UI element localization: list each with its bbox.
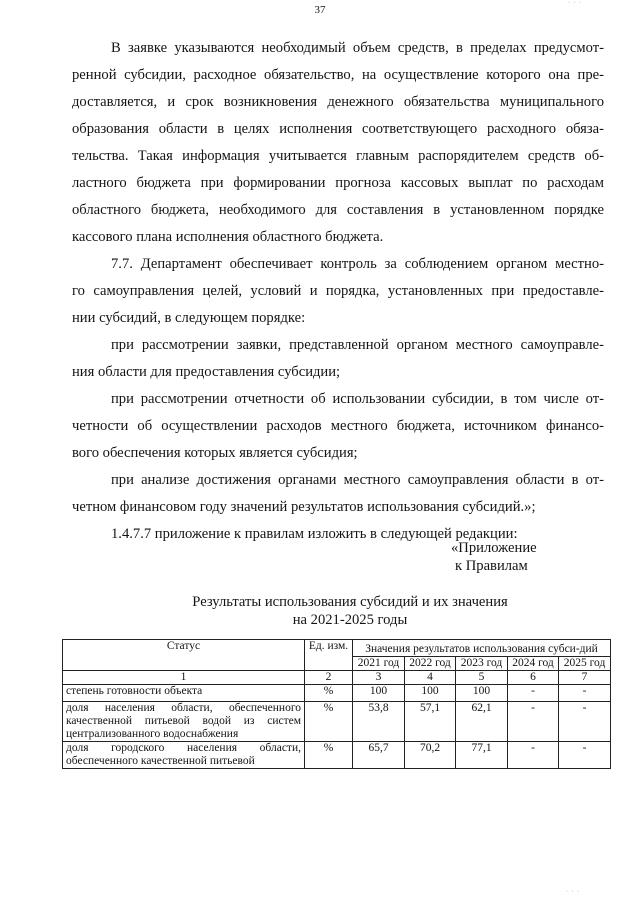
row-unit: % xyxy=(305,742,353,769)
header-year-2022: 2022 год xyxy=(405,657,456,671)
table-cell: 2 xyxy=(305,671,353,685)
text-line: ния области для предоставления субсидии; xyxy=(72,364,341,380)
row-value: 100 xyxy=(405,685,456,702)
text-line: при рассмотрении заявки, представленной органом местного самоуправле- xyxy=(111,337,604,353)
text-line: 7.7. Департамент обеспечивает контроль за соблюдением органом местно- xyxy=(111,256,604,272)
text-line: образования области в целях исполнения соответствующего расходного обяза- xyxy=(72,121,604,137)
row-value: 100 xyxy=(456,685,508,702)
text-line: при анализе достижения органами местного самоуправления области в от- xyxy=(111,472,604,488)
text-line: нии субсидий, в следующем порядке: xyxy=(72,310,306,326)
row-value: - xyxy=(559,685,611,702)
appendix-label xyxy=(451,539,537,575)
row-status: доля населения области, обеспеченного качественной питьевой водой из систем централизованного водоснабжения xyxy=(63,702,305,742)
row-value: 77,1 xyxy=(456,742,508,769)
header-year-2024: 2024 год xyxy=(508,657,559,671)
row-value: 70,2 xyxy=(405,742,456,769)
row-status: доля городского населения области, обеспеченного качественной питьевой xyxy=(63,742,305,769)
row-value: 57,1 xyxy=(405,702,456,742)
table-cell: 3 xyxy=(353,671,405,685)
text-line: четном финансовом году значений результатов использования субсидий.»; xyxy=(72,499,536,515)
table-row xyxy=(63,742,611,769)
row-value: - xyxy=(508,742,559,769)
table-subtitle: на 2021-2025 годы xyxy=(292,612,408,628)
scan-speck: · · · xyxy=(568,0,582,6)
row-value: 65,7 xyxy=(353,742,405,769)
text-line: ренной субсидии, расходное обязательство, на осуществление которого она пре- xyxy=(72,67,604,83)
table-cell: 1 xyxy=(63,671,305,685)
table-cell: 5 xyxy=(456,671,508,685)
row-value: 62,1 xyxy=(456,702,508,742)
header-year-2025: 2025 год xyxy=(559,657,611,671)
text-line: го самоуправления целей, условий и порядка, установленных при предоставле- xyxy=(72,283,604,299)
header-unit: Ед. изм. xyxy=(305,640,353,671)
row-value: 53,8 xyxy=(353,702,405,742)
appendix-label-line: «Приложение xyxy=(451,540,537,556)
row-value: 100 xyxy=(353,685,405,702)
table-title: Результаты использования субсидий и их значения xyxy=(192,594,508,610)
text-line: четности об осуществлении расходов местного бюджета, источником финансо- xyxy=(72,418,604,434)
paragraph-6: 1.4.7.7 приложение к правилам изложить в следующей редакции: xyxy=(111,526,518,542)
header-status: Статус xyxy=(63,640,305,671)
header-values-group: Значения результатов использования субси-дий xyxy=(353,640,611,657)
table-header-row xyxy=(63,640,611,657)
table-numbering-row xyxy=(63,671,611,685)
page-number: 37 xyxy=(314,4,326,16)
table-cell: 4 xyxy=(405,671,456,685)
text-line: кассового плана исполнения областного бюджета. xyxy=(72,229,384,245)
text-line: тельства. Такая информация учитывается главным распорядителем средств об- xyxy=(72,148,604,164)
text-line: при рассмотрении отчетности об использовании субсидии, в том числе от- xyxy=(111,391,604,407)
table-cell: 7 xyxy=(559,671,611,685)
text-line: областного бюджета, необходимого для составления в установленном порядке xyxy=(72,202,604,218)
text-line: доставляется, и срок возникновения денежного обязательства муниципального xyxy=(72,94,604,110)
results-table xyxy=(62,639,611,769)
header-year-2021: 2021 год xyxy=(353,657,405,671)
text-line: ластного бюджета при формировании прогноза кассовых выплат по расходам xyxy=(72,175,604,191)
text-line: вого обеспечения которых является субсидия; xyxy=(72,445,358,461)
row-status: степень готовности объекта xyxy=(63,685,305,702)
scan-speck: · · · xyxy=(566,889,580,895)
table-row xyxy=(63,685,611,702)
text-line: В заявке указываются необходимый объем средств, в пределах предусмот- xyxy=(111,40,604,56)
appendix-label-line: к Правилам xyxy=(455,558,528,574)
row-unit: % xyxy=(305,702,353,742)
row-unit: % xyxy=(305,685,353,702)
row-value: - xyxy=(508,702,559,742)
table-row xyxy=(63,702,611,742)
row-value: - xyxy=(559,742,611,769)
header-year-2023: 2023 год xyxy=(456,657,508,671)
row-value: - xyxy=(559,702,611,742)
table-cell: 6 xyxy=(508,671,559,685)
row-value: - xyxy=(508,685,559,702)
